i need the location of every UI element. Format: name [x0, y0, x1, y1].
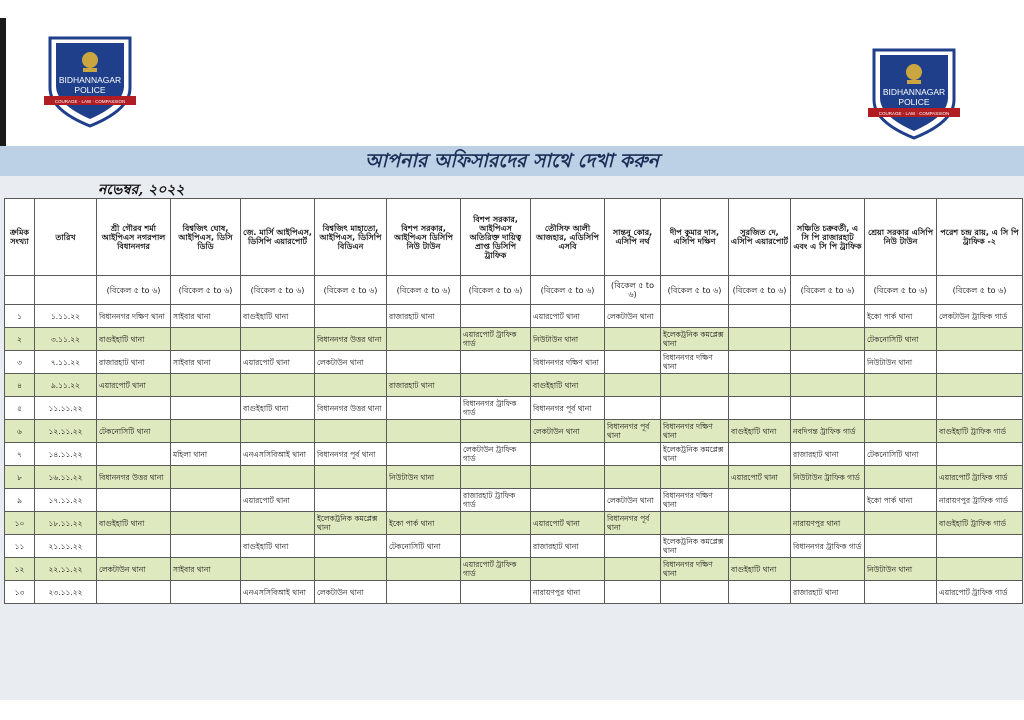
- date-cell: ১৮.১১.২২: [35, 512, 97, 535]
- assignment-cell: [865, 535, 937, 558]
- assignment-cell: [791, 489, 865, 512]
- assignment-cell: [865, 512, 937, 535]
- assignment-cell: নারায়ণপুর থানা: [791, 512, 865, 535]
- assignment-cell: বিধাননগর ট্রাফিক গার্ড: [791, 535, 865, 558]
- serial-cell: ৭: [5, 443, 35, 466]
- date-cell: ১৭.১১.২২: [35, 489, 97, 512]
- assignment-cell: [171, 328, 241, 351]
- time-slot-empty: [5, 276, 35, 305]
- date-cell: ১২.১১.২২: [35, 420, 97, 443]
- assignment-cell: টেকনোসিটি থানা: [865, 328, 937, 351]
- assignment-cell: বাগুইহাটি ট্রাফিক গার্ড: [937, 420, 1023, 443]
- time-slot-cell: (বিকেল ৫ to ৬): [97, 276, 171, 305]
- assignment-cell: বাগুইহাটি থানা: [241, 535, 315, 558]
- date-cell: ১৬.১১.২২: [35, 466, 97, 489]
- assignment-cell: [315, 374, 387, 397]
- assignment-cell: [315, 558, 387, 581]
- logo-right-name: BIDHANNAGAR: [882, 87, 946, 97]
- assignment-cell: [791, 351, 865, 374]
- assignment-cell: [461, 466, 531, 489]
- assignment-cell: টেকনোসিটি থানা: [97, 420, 171, 443]
- assignment-cell: [661, 581, 729, 604]
- time-slot-cell: (বিকেল ৫ to ৬): [791, 276, 865, 305]
- assignment-cell: [791, 558, 865, 581]
- assignment-cell: টেকনোসিটি থানা: [387, 535, 461, 558]
- column-header: সান্তনু কোর, এসিপি নর্থ: [605, 199, 661, 276]
- assignment-cell: নিউটাউন ট্রাফিক গার্ড: [791, 466, 865, 489]
- assignment-cell: সাইবার থানা: [171, 305, 241, 328]
- serial-cell: ১১: [5, 535, 35, 558]
- table-row: [5, 443, 1023, 466]
- serial-cell: ৪: [5, 374, 35, 397]
- assignment-cell: [729, 581, 791, 604]
- table-row: [5, 328, 1023, 351]
- assignment-cell: [531, 489, 605, 512]
- time-slot-cell: (বিকেল ৫ to ৬): [661, 276, 729, 305]
- assignment-cell: নারায়ণপুর থানা: [531, 581, 605, 604]
- time-slot-cell: (বিকেল ৫ to ৬): [315, 276, 387, 305]
- column-header: সঞ্চিতি চক্রবর্তী, এ সি পি রাজারহাট এবং এ সি পি ট্রাফিক: [791, 199, 865, 276]
- assignment-cell: ইকো পার্ক থানা: [387, 512, 461, 535]
- assignment-cell: [241, 328, 315, 351]
- assignment-cell: [461, 420, 531, 443]
- table-row: [5, 489, 1023, 512]
- assignment-cell: বাগুইহাটি থানা: [531, 374, 605, 397]
- assignment-cell: লেকটাউন ট্রাফিক গার্ড: [937, 305, 1023, 328]
- assignment-cell: লেকটাউন থানা: [315, 351, 387, 374]
- assignment-cell: বিধাননগর ট্রাফিক গার্ড: [461, 397, 531, 420]
- roster-poster: [0, 146, 1024, 700]
- month-label: নভেম্বর, ২০২২: [98, 182, 185, 198]
- date-cell: ২১.১১.২২: [35, 535, 97, 558]
- time-slot-cell: (বিকেল ৫ to ৬): [241, 276, 315, 305]
- time-slot-cell: (বিকেল ৫ to ৬): [865, 276, 937, 305]
- assignment-cell: [937, 535, 1023, 558]
- police-logo-left: [40, 30, 140, 130]
- assignment-cell: রাজারহাট থানা: [791, 581, 865, 604]
- assignment-cell: বিধাননগর পূর্ব থানা: [531, 397, 605, 420]
- time-row: [5, 276, 1023, 305]
- assignment-cell: নিউটাউন থানা: [387, 466, 461, 489]
- assignment-cell: ইলেকট্রনিক কমপ্লেক্স থানা: [661, 443, 729, 466]
- assignment-cell: বাগুইহাটি থানা: [729, 558, 791, 581]
- assignment-cell: বিধাননগর দক্ষিণ থানা: [661, 420, 729, 443]
- assignment-cell: [461, 351, 531, 374]
- table-row: [5, 397, 1023, 420]
- assignment-cell: [531, 443, 605, 466]
- column-header: শ্রী গৌরব শর্মা আইপিএস নগরপাল বিধাননগর: [97, 199, 171, 276]
- assignment-cell: [97, 581, 171, 604]
- assignment-cell: [315, 535, 387, 558]
- assignment-cell: নিউটাউন থানা: [865, 558, 937, 581]
- assignment-cell: [605, 535, 661, 558]
- assignment-cell: [865, 466, 937, 489]
- time-slot-empty: [35, 276, 97, 305]
- assignment-cell: [661, 512, 729, 535]
- assignment-cell: [387, 420, 461, 443]
- assignment-cell: [241, 466, 315, 489]
- assignment-cell: [729, 489, 791, 512]
- assignment-cell: বিধাননগর দক্ষিণ থানা: [661, 351, 729, 374]
- assignment-cell: সাইবার থানা: [171, 558, 241, 581]
- assignment-cell: লেকটাউন থানা: [605, 305, 661, 328]
- assignment-cell: বিধাননগর উত্তর থানা: [315, 328, 387, 351]
- assignment-cell: [531, 558, 605, 581]
- assignment-cell: এয়ারপোর্ট থানা: [241, 351, 315, 374]
- assignment-cell: বাগুইহাটি ট্রাফিক গার্ড: [937, 512, 1023, 535]
- assignment-cell: এয়ারপোর্ট ট্রাফিক গার্ড: [461, 558, 531, 581]
- assignment-cell: এয়ারপোর্ট ট্রাফিক গার্ড: [937, 466, 1023, 489]
- assignment-cell: [171, 397, 241, 420]
- column-header: পরেশ চন্দ্র রায়, এ সি পি ট্রাফিক -২: [937, 199, 1023, 276]
- time-slot-cell: (বিকেল ৫ to ৬): [171, 276, 241, 305]
- assignment-cell: সাইবার থানা: [171, 351, 241, 374]
- assignment-cell: এয়ারপোর্ট থানা: [241, 489, 315, 512]
- column-header: বিশ্বজিৎ ঘোষ, আইপিএস, ডিসি ডিডি: [171, 199, 241, 276]
- assignment-cell: রাজারহাট থানা: [387, 374, 461, 397]
- assignment-cell: [97, 489, 171, 512]
- serial-cell: ১০: [5, 512, 35, 535]
- assignment-cell: ইলেকট্রনিক কমপ্লেক্স থানা: [661, 328, 729, 351]
- table-row: [5, 512, 1023, 535]
- assignment-cell: [605, 351, 661, 374]
- date-cell: ১১.১১.২২: [35, 397, 97, 420]
- column-header: বিশপ সরকার, আইপিএস অতিরিক্ত দায়িত্ব প্রাপ্ত ডিসিপি ট্রাফিক: [461, 199, 531, 276]
- assignment-cell: [729, 397, 791, 420]
- assignment-cell: এয়ারপোর্ট ট্রাফিক গার্ড: [461, 328, 531, 351]
- assignment-cell: নিউটাউন থানা: [865, 351, 937, 374]
- table-row: [5, 305, 1023, 328]
- assignment-cell: লেকটাউন ট্রাফিক গার্ড: [461, 443, 531, 466]
- assignment-cell: [605, 328, 661, 351]
- table-row: [5, 466, 1023, 489]
- assignment-cell: এয়ারপোর্ট থানা: [531, 512, 605, 535]
- assignment-cell: [791, 305, 865, 328]
- assignment-cell: বিধাননগর পূর্ব থানা: [605, 512, 661, 535]
- assignment-cell: [171, 535, 241, 558]
- assignment-cell: [791, 328, 865, 351]
- assignment-cell: [729, 535, 791, 558]
- assignment-cell: [531, 466, 605, 489]
- assignment-cell: লেকটাউন থানা: [605, 489, 661, 512]
- time-slot-cell: (বিকেল ৫ to ৬): [605, 276, 661, 305]
- assignment-cell: [937, 374, 1023, 397]
- assignment-cell: [97, 535, 171, 558]
- assignment-cell: [937, 443, 1023, 466]
- assignment-cell: [791, 374, 865, 397]
- assignment-cell: বাগুইহাটি থানা: [97, 328, 171, 351]
- assignment-cell: [865, 397, 937, 420]
- column-header: দীপ কুমার দাস, এসিপি দক্ষিণ: [661, 199, 729, 276]
- date-cell: ১.১১.২২: [35, 305, 97, 328]
- assignment-cell: ইলেকট্রনিক কমপ্লেক্স থানা: [661, 535, 729, 558]
- serial-cell: ৩: [5, 351, 35, 374]
- serial-cell: ১২: [5, 558, 35, 581]
- assignment-cell: [661, 305, 729, 328]
- assignment-cell: নারায়ণপুর ট্রাফিক গার্ড: [937, 489, 1023, 512]
- officer-roster-table: [4, 198, 1023, 604]
- date-cell: ৯.১১.২২: [35, 374, 97, 397]
- logo-left-sub: POLICE: [74, 85, 106, 95]
- table-row: [5, 535, 1023, 558]
- time-slot-cell: (বিকেল ৫ to ৬): [729, 276, 791, 305]
- logo-left-name: BIDHANNAGAR: [58, 75, 122, 85]
- header-row: [5, 199, 1023, 276]
- column-header: শ্রেয়া সরকার এসিপি নিউ টাউন: [865, 199, 937, 276]
- assignment-cell: [791, 397, 865, 420]
- column-header: বিশ্বজিৎ মাহাতো, আইপিএস, ডিসিপি বিডিএন: [315, 199, 387, 276]
- assignment-cell: রাজারহাট থানা: [791, 443, 865, 466]
- table-row: [5, 581, 1023, 604]
- assignment-cell: [605, 466, 661, 489]
- assignment-cell: [729, 305, 791, 328]
- assignment-cell: ইকো পার্ক থানা: [865, 305, 937, 328]
- table-row: [5, 420, 1023, 443]
- assignment-cell: লেকটাউন থানা: [97, 558, 171, 581]
- assignment-cell: [937, 351, 1023, 374]
- assignment-cell: এয়ারপোর্ট থানা: [97, 374, 171, 397]
- assignment-cell: [315, 466, 387, 489]
- assignment-cell: [387, 351, 461, 374]
- date-cell: ১৪.১১.২২: [35, 443, 97, 466]
- assignment-cell: [97, 443, 171, 466]
- serial-cell: ৯: [5, 489, 35, 512]
- assignment-cell: বিধাননগর দক্ষিণ থানা: [661, 489, 729, 512]
- assignment-cell: [937, 558, 1023, 581]
- assignment-cell: [461, 535, 531, 558]
- assignment-cell: [97, 397, 171, 420]
- assignment-cell: [729, 328, 791, 351]
- serial-cell: ১: [5, 305, 35, 328]
- assignment-cell: [605, 581, 661, 604]
- assignment-cell: বাগুইহাটি থানা: [241, 397, 315, 420]
- assignment-cell: [661, 466, 729, 489]
- assignment-cell: [461, 581, 531, 604]
- assignment-cell: [729, 374, 791, 397]
- assignment-cell: [865, 420, 937, 443]
- column-header: সুরজিত দে, এসিপি এয়ারপোর্ট: [729, 199, 791, 276]
- serial-cell: ১৩: [5, 581, 35, 604]
- assignment-cell: বিধাননগর দক্ষিণ থানা: [661, 558, 729, 581]
- date-cell: ৭.১১.২২: [35, 351, 97, 374]
- assignment-cell: [387, 328, 461, 351]
- date-cell: ২৩.১১.২২: [35, 581, 97, 604]
- assignment-cell: [171, 581, 241, 604]
- assignment-cell: [461, 512, 531, 535]
- assignment-cell: [387, 397, 461, 420]
- assignment-cell: [387, 489, 461, 512]
- left-edge: [0, 18, 6, 148]
- column-header: তারিখ: [35, 199, 97, 276]
- assignment-cell: [241, 558, 315, 581]
- assignment-cell: বিধাননগর উত্তর থানা: [97, 466, 171, 489]
- assignment-cell: [171, 420, 241, 443]
- assignment-cell: বাগুইহাটি থানা: [241, 305, 315, 328]
- column-header: ক্রমিক সংখ্যা: [5, 199, 35, 276]
- assignment-cell: বিধাননগর পূর্ব থানা: [315, 443, 387, 466]
- assignment-cell: নবদিগন্ত ট্রাফিক গার্ড: [791, 420, 865, 443]
- assignment-cell: টেকনোসিটি থানা: [865, 443, 937, 466]
- assignment-cell: [171, 466, 241, 489]
- assignment-cell: [729, 443, 791, 466]
- time-slot-cell: (বিকেল ৫ to ৬): [531, 276, 605, 305]
- assignment-cell: লেকটাউন থানা: [531, 420, 605, 443]
- time-slot-cell: (বিকেল ৫ to ৬): [461, 276, 531, 305]
- date-cell: ৩.১১.২২: [35, 328, 97, 351]
- police-logo-right: [864, 42, 964, 142]
- assignment-cell: [729, 351, 791, 374]
- table-row: [5, 558, 1023, 581]
- assignment-cell: বিধাননগর পূর্ব থানা: [605, 420, 661, 443]
- table-row: [5, 374, 1023, 397]
- assignment-cell: ইকো পার্ক থানা: [865, 489, 937, 512]
- serial-cell: ২: [5, 328, 35, 351]
- assignment-cell: রাজারহাট থানা: [387, 305, 461, 328]
- assignment-cell: [865, 581, 937, 604]
- shield-icon: [864, 42, 964, 142]
- assignment-cell: [605, 374, 661, 397]
- assignment-cell: [729, 512, 791, 535]
- assignment-cell: [937, 397, 1023, 420]
- assignment-cell: [605, 443, 661, 466]
- assignment-cell: [241, 512, 315, 535]
- assignment-cell: [241, 420, 315, 443]
- column-header: জে. মার্সি আইপিএস, ডিসিপি এয়ারপোর্ট: [241, 199, 315, 276]
- column-header: তৌসিফ আলী আজহার, এডিসিপি এসবি: [531, 199, 605, 276]
- footer-strip: [0, 700, 1024, 720]
- assignment-cell: [315, 420, 387, 443]
- assignment-cell: নিউটাউন থানা: [531, 328, 605, 351]
- assignment-cell: এনএসসিবিআই থানা: [241, 581, 315, 604]
- assignment-cell: রাজারহাট থানা: [97, 351, 171, 374]
- date-cell: ২২.১১.২২: [35, 558, 97, 581]
- assignment-cell: বিধাননগর দক্ষিণ থানা: [531, 351, 605, 374]
- assignment-cell: [171, 374, 241, 397]
- assignment-cell: এয়ারপোর্ট ট্রাফিক গার্ড: [937, 581, 1023, 604]
- assignment-cell: [171, 512, 241, 535]
- assignment-cell: [605, 558, 661, 581]
- poster-title: আপনার অফিসারদের সাথে দেখা করুন: [0, 146, 1024, 176]
- shield-icon: [40, 30, 140, 130]
- assignment-cell: [661, 397, 729, 420]
- assignment-cell: বাগুইহাটি থানা: [97, 512, 171, 535]
- logo-left-motto: COURAGE · LAW · COMPASSION: [54, 99, 126, 104]
- serial-cell: ৮: [5, 466, 35, 489]
- assignment-cell: এনএসসিবিআই থানা: [241, 443, 315, 466]
- assignment-cell: [387, 443, 461, 466]
- assignment-cell: [241, 374, 315, 397]
- serial-cell: ৫: [5, 397, 35, 420]
- logo-right-sub: POLICE: [898, 97, 930, 107]
- roster-body: [5, 305, 1023, 604]
- time-slot-cell: (বিকেল ৫ to ৬): [387, 276, 461, 305]
- assignment-cell: [315, 305, 387, 328]
- assignment-cell: [661, 374, 729, 397]
- assignment-cell: [461, 305, 531, 328]
- assignment-cell: [865, 374, 937, 397]
- assignment-cell: মহিলা থানা: [171, 443, 241, 466]
- table-row: [5, 351, 1023, 374]
- assignment-cell: [605, 397, 661, 420]
- assignment-cell: এয়ারপোর্ট থানা: [531, 305, 605, 328]
- assignment-cell: [171, 489, 241, 512]
- assignment-cell: রাজারহাট ট্রাফিক গার্ড: [461, 489, 531, 512]
- assignment-cell: রাজারহাট থানা: [531, 535, 605, 558]
- assignment-cell: [315, 489, 387, 512]
- serial-cell: ৬: [5, 420, 35, 443]
- assignment-cell: লেকটাউন থানা: [315, 581, 387, 604]
- time-slot-cell: (বিকেল ৫ to ৬): [937, 276, 1023, 305]
- assignment-cell: বিধাননগর দক্ষিণ থানা: [97, 305, 171, 328]
- assignment-cell: [461, 374, 531, 397]
- logo-right-motto: COURAGE · LAW · COMPASSION: [878, 111, 950, 116]
- column-header: বিশপ সরকার, আইপিএস ডিসিপি নিউ টাউন: [387, 199, 461, 276]
- assignment-cell: এয়ারপোর্ট থানা: [729, 466, 791, 489]
- assignment-cell: বাগুইহাটি থানা: [729, 420, 791, 443]
- assignment-cell: [387, 558, 461, 581]
- assignment-cell: বিধাননগর উত্তর থানা: [315, 397, 387, 420]
- assignment-cell: [937, 328, 1023, 351]
- assignment-cell: [387, 581, 461, 604]
- assignment-cell: ইলেকট্রনিক কমপ্লেক্স থানা: [315, 512, 387, 535]
